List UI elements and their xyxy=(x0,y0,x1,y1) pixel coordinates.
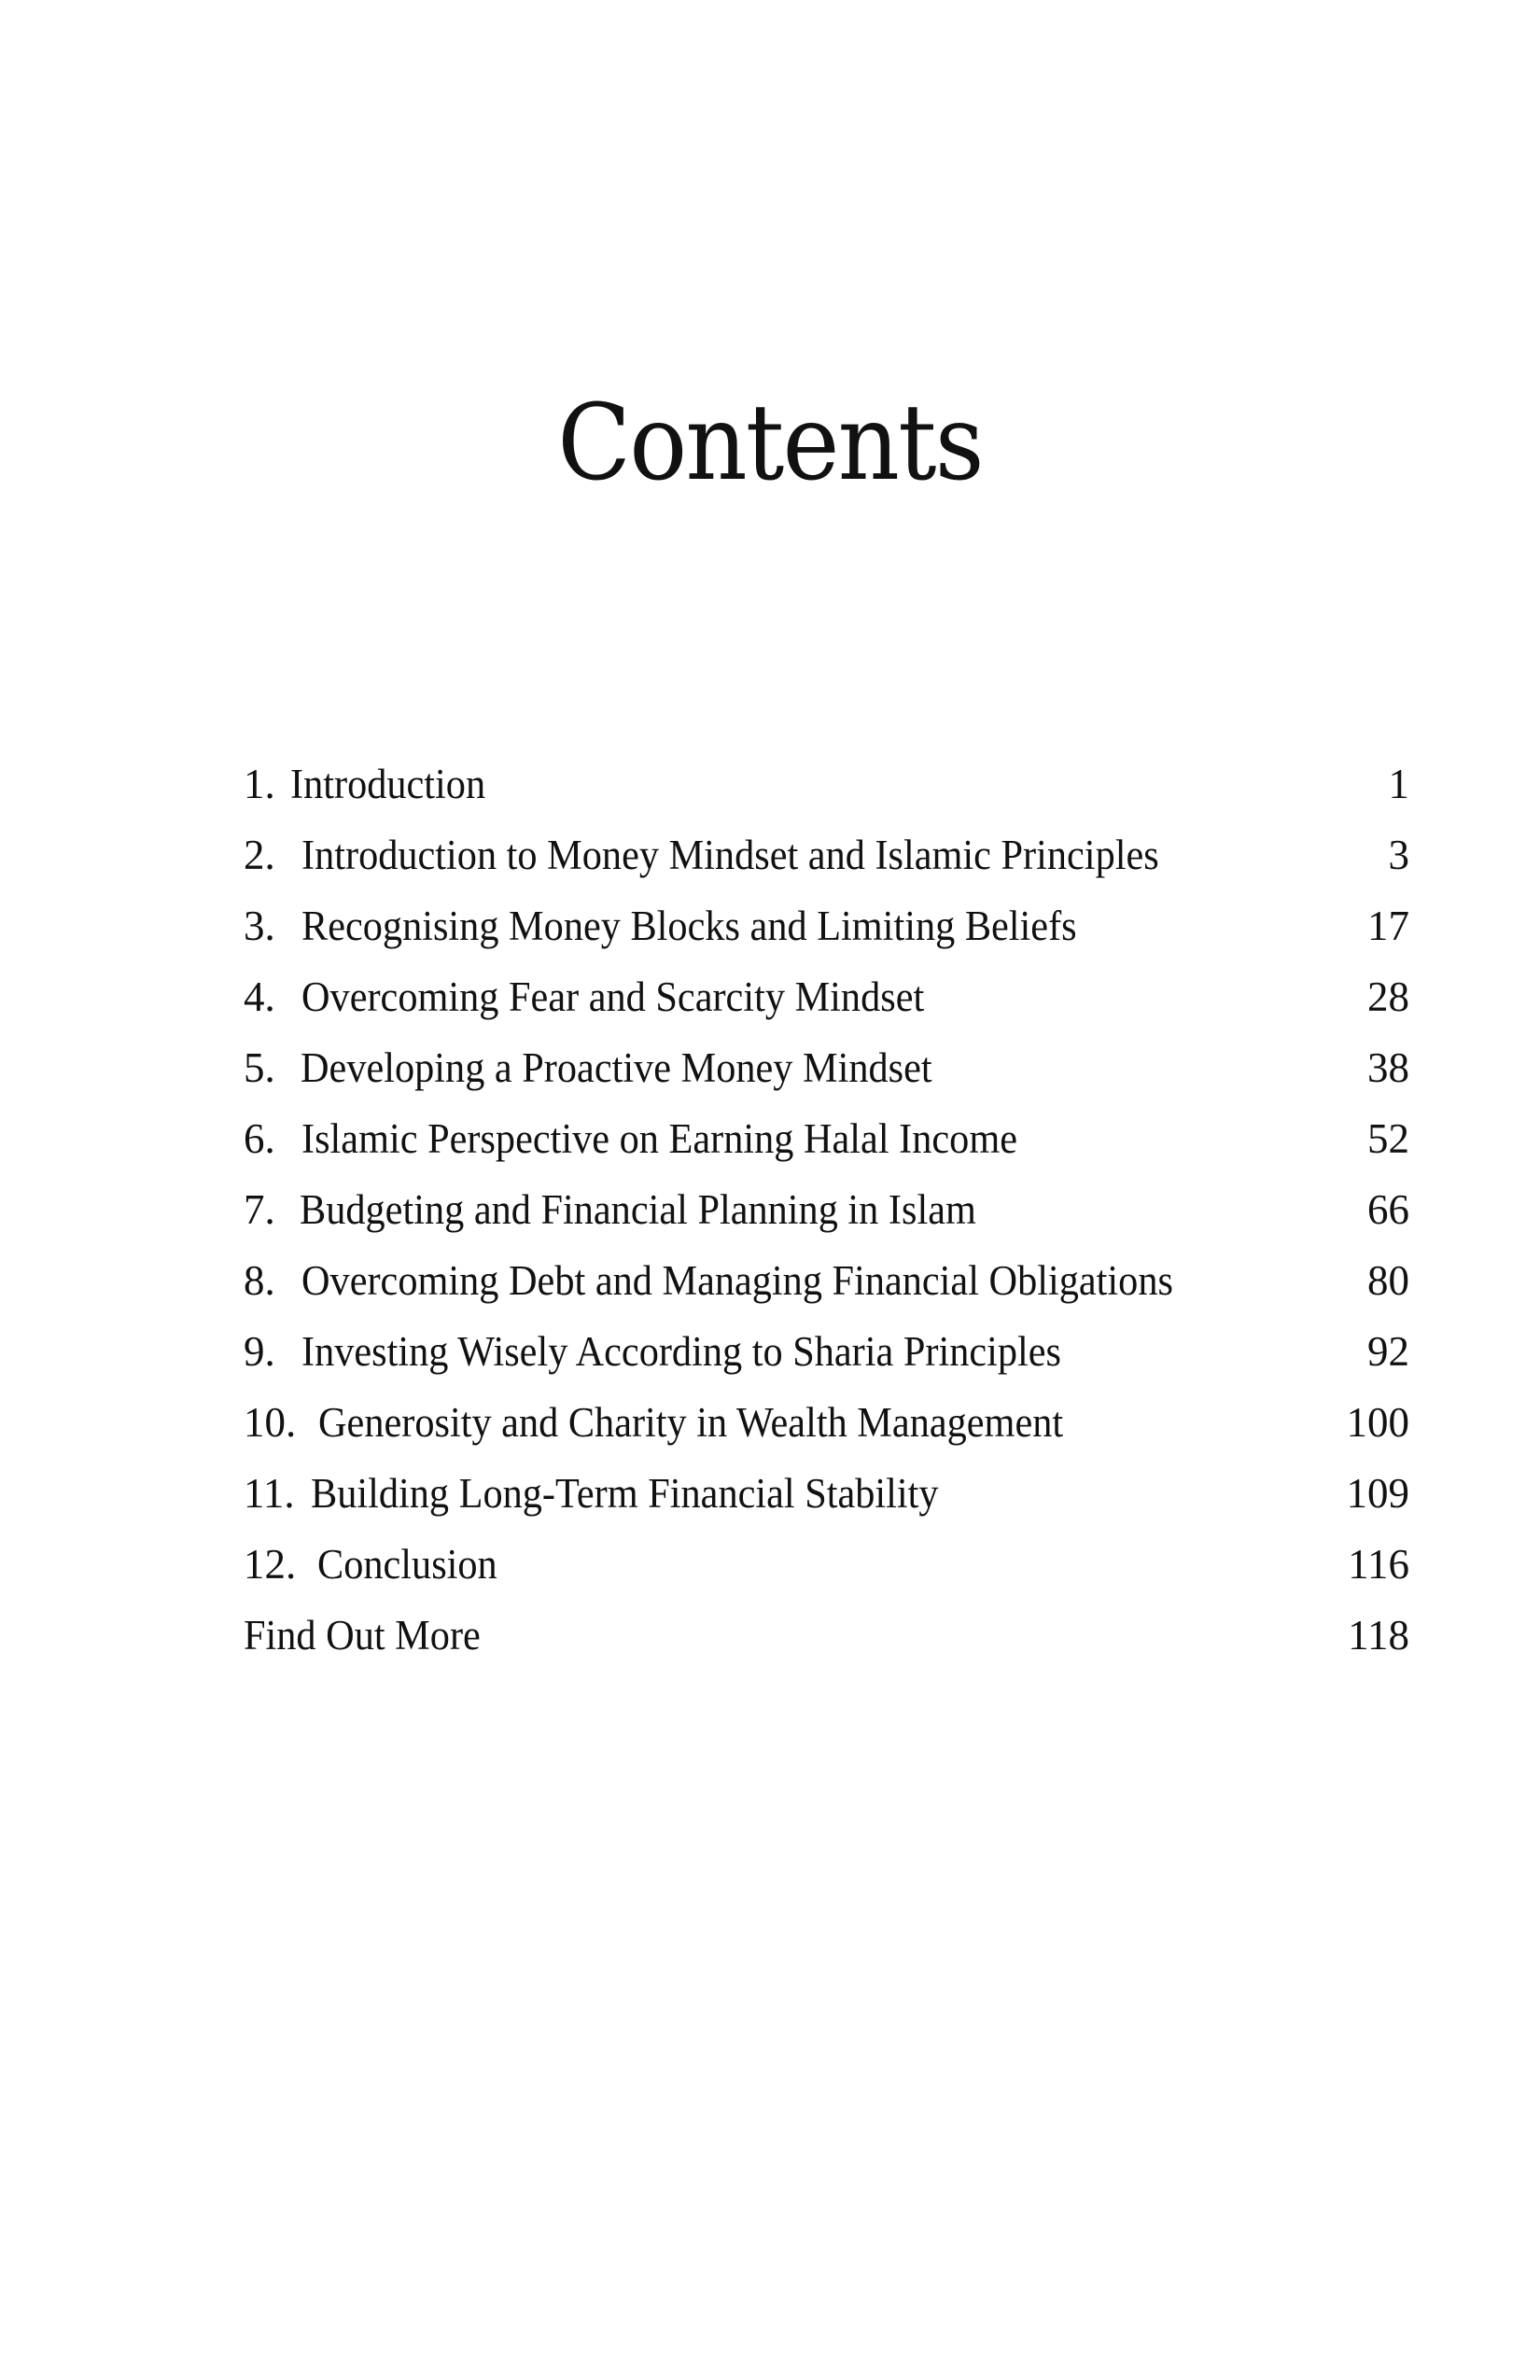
toc-entry[interactable] xyxy=(244,1257,1409,1328)
entry-page: 109 xyxy=(1346,1470,1409,1517)
entry-page: 52 xyxy=(1367,1115,1409,1162)
entry-title[interactable]: Find Out More xyxy=(244,1612,481,1659)
toc-entry[interactable] xyxy=(244,1115,1409,1186)
toc-entry[interactable] xyxy=(244,1541,1409,1612)
entry-title[interactable]: Budgeting and Financial Planning in Islam xyxy=(300,1186,976,1233)
entry-page: 116 xyxy=(1348,1541,1409,1588)
entry-number: 9. xyxy=(244,1328,275,1375)
entry-page: 118 xyxy=(1348,1612,1409,1659)
toc-entry[interactable] xyxy=(244,903,1409,973)
entry-number: 10. xyxy=(244,1399,297,1446)
entry-number: 2. xyxy=(244,832,275,878)
entry-title[interactable]: Recognising Money Blocks and Limiting Beliefs xyxy=(301,903,1077,949)
entry-title[interactable]: Building Long-Term Financial Stability xyxy=(311,1470,939,1517)
toc-entry[interactable] xyxy=(244,1328,1409,1399)
toc-entry[interactable] xyxy=(244,1044,1409,1115)
entry-number: 1. xyxy=(244,761,275,807)
page-title: Contents xyxy=(557,383,983,504)
entry-number: 3. xyxy=(244,903,275,949)
entry-title[interactable]: Introduction xyxy=(290,761,486,807)
entry-title[interactable]: Conclusion xyxy=(317,1541,497,1588)
toc-entry[interactable] xyxy=(244,973,1409,1044)
toc-entry[interactable] xyxy=(244,1399,1409,1470)
entry-title[interactable]: Generosity and Charity in Wealth Management xyxy=(318,1399,1064,1446)
toc-entry[interactable] xyxy=(244,1470,1409,1541)
entry-page: 66 xyxy=(1367,1186,1409,1233)
entry-page: 100 xyxy=(1346,1399,1409,1446)
entry-page: 38 xyxy=(1367,1044,1409,1091)
entry-page: 92 xyxy=(1367,1328,1409,1375)
toc-entry[interactable] xyxy=(244,761,1409,832)
toc-entry[interactable] xyxy=(244,832,1409,903)
entry-number: 5. xyxy=(244,1044,275,1091)
entry-number: 11. xyxy=(244,1470,295,1517)
entry-title[interactable]: Investing Wisely According to Sharia Principles xyxy=(301,1328,1062,1375)
toc-entry[interactable] xyxy=(244,1612,1409,1683)
entry-page: 80 xyxy=(1367,1257,1409,1304)
entry-title[interactable]: Introduction to Money Mindset and Islamic Principles xyxy=(301,832,1159,878)
entry-title[interactable]: Islamic Perspective on Earning Halal Income xyxy=(301,1115,1018,1162)
entry-number: 8. xyxy=(244,1257,275,1304)
entry-page: 3 xyxy=(1388,832,1409,878)
entry-title[interactable]: Overcoming Debt and Managing Financial Obligations xyxy=(301,1257,1173,1304)
entry-title[interactable]: Developing a Proactive Money Mindset xyxy=(301,1044,932,1091)
entry-page: 28 xyxy=(1367,973,1409,1020)
entry-title[interactable]: Overcoming Fear and Scarcity Mindset xyxy=(301,973,925,1020)
entry-number: 12. xyxy=(244,1541,297,1588)
table-of-contents xyxy=(244,761,1409,1683)
entry-page: 1 xyxy=(1388,761,1409,807)
entry-page: 17 xyxy=(1367,903,1409,949)
entry-number: 4. xyxy=(244,973,275,1020)
toc-entry[interactable] xyxy=(244,1186,1409,1257)
entry-number: 6. xyxy=(244,1115,275,1162)
entry-number: 7. xyxy=(244,1186,275,1233)
